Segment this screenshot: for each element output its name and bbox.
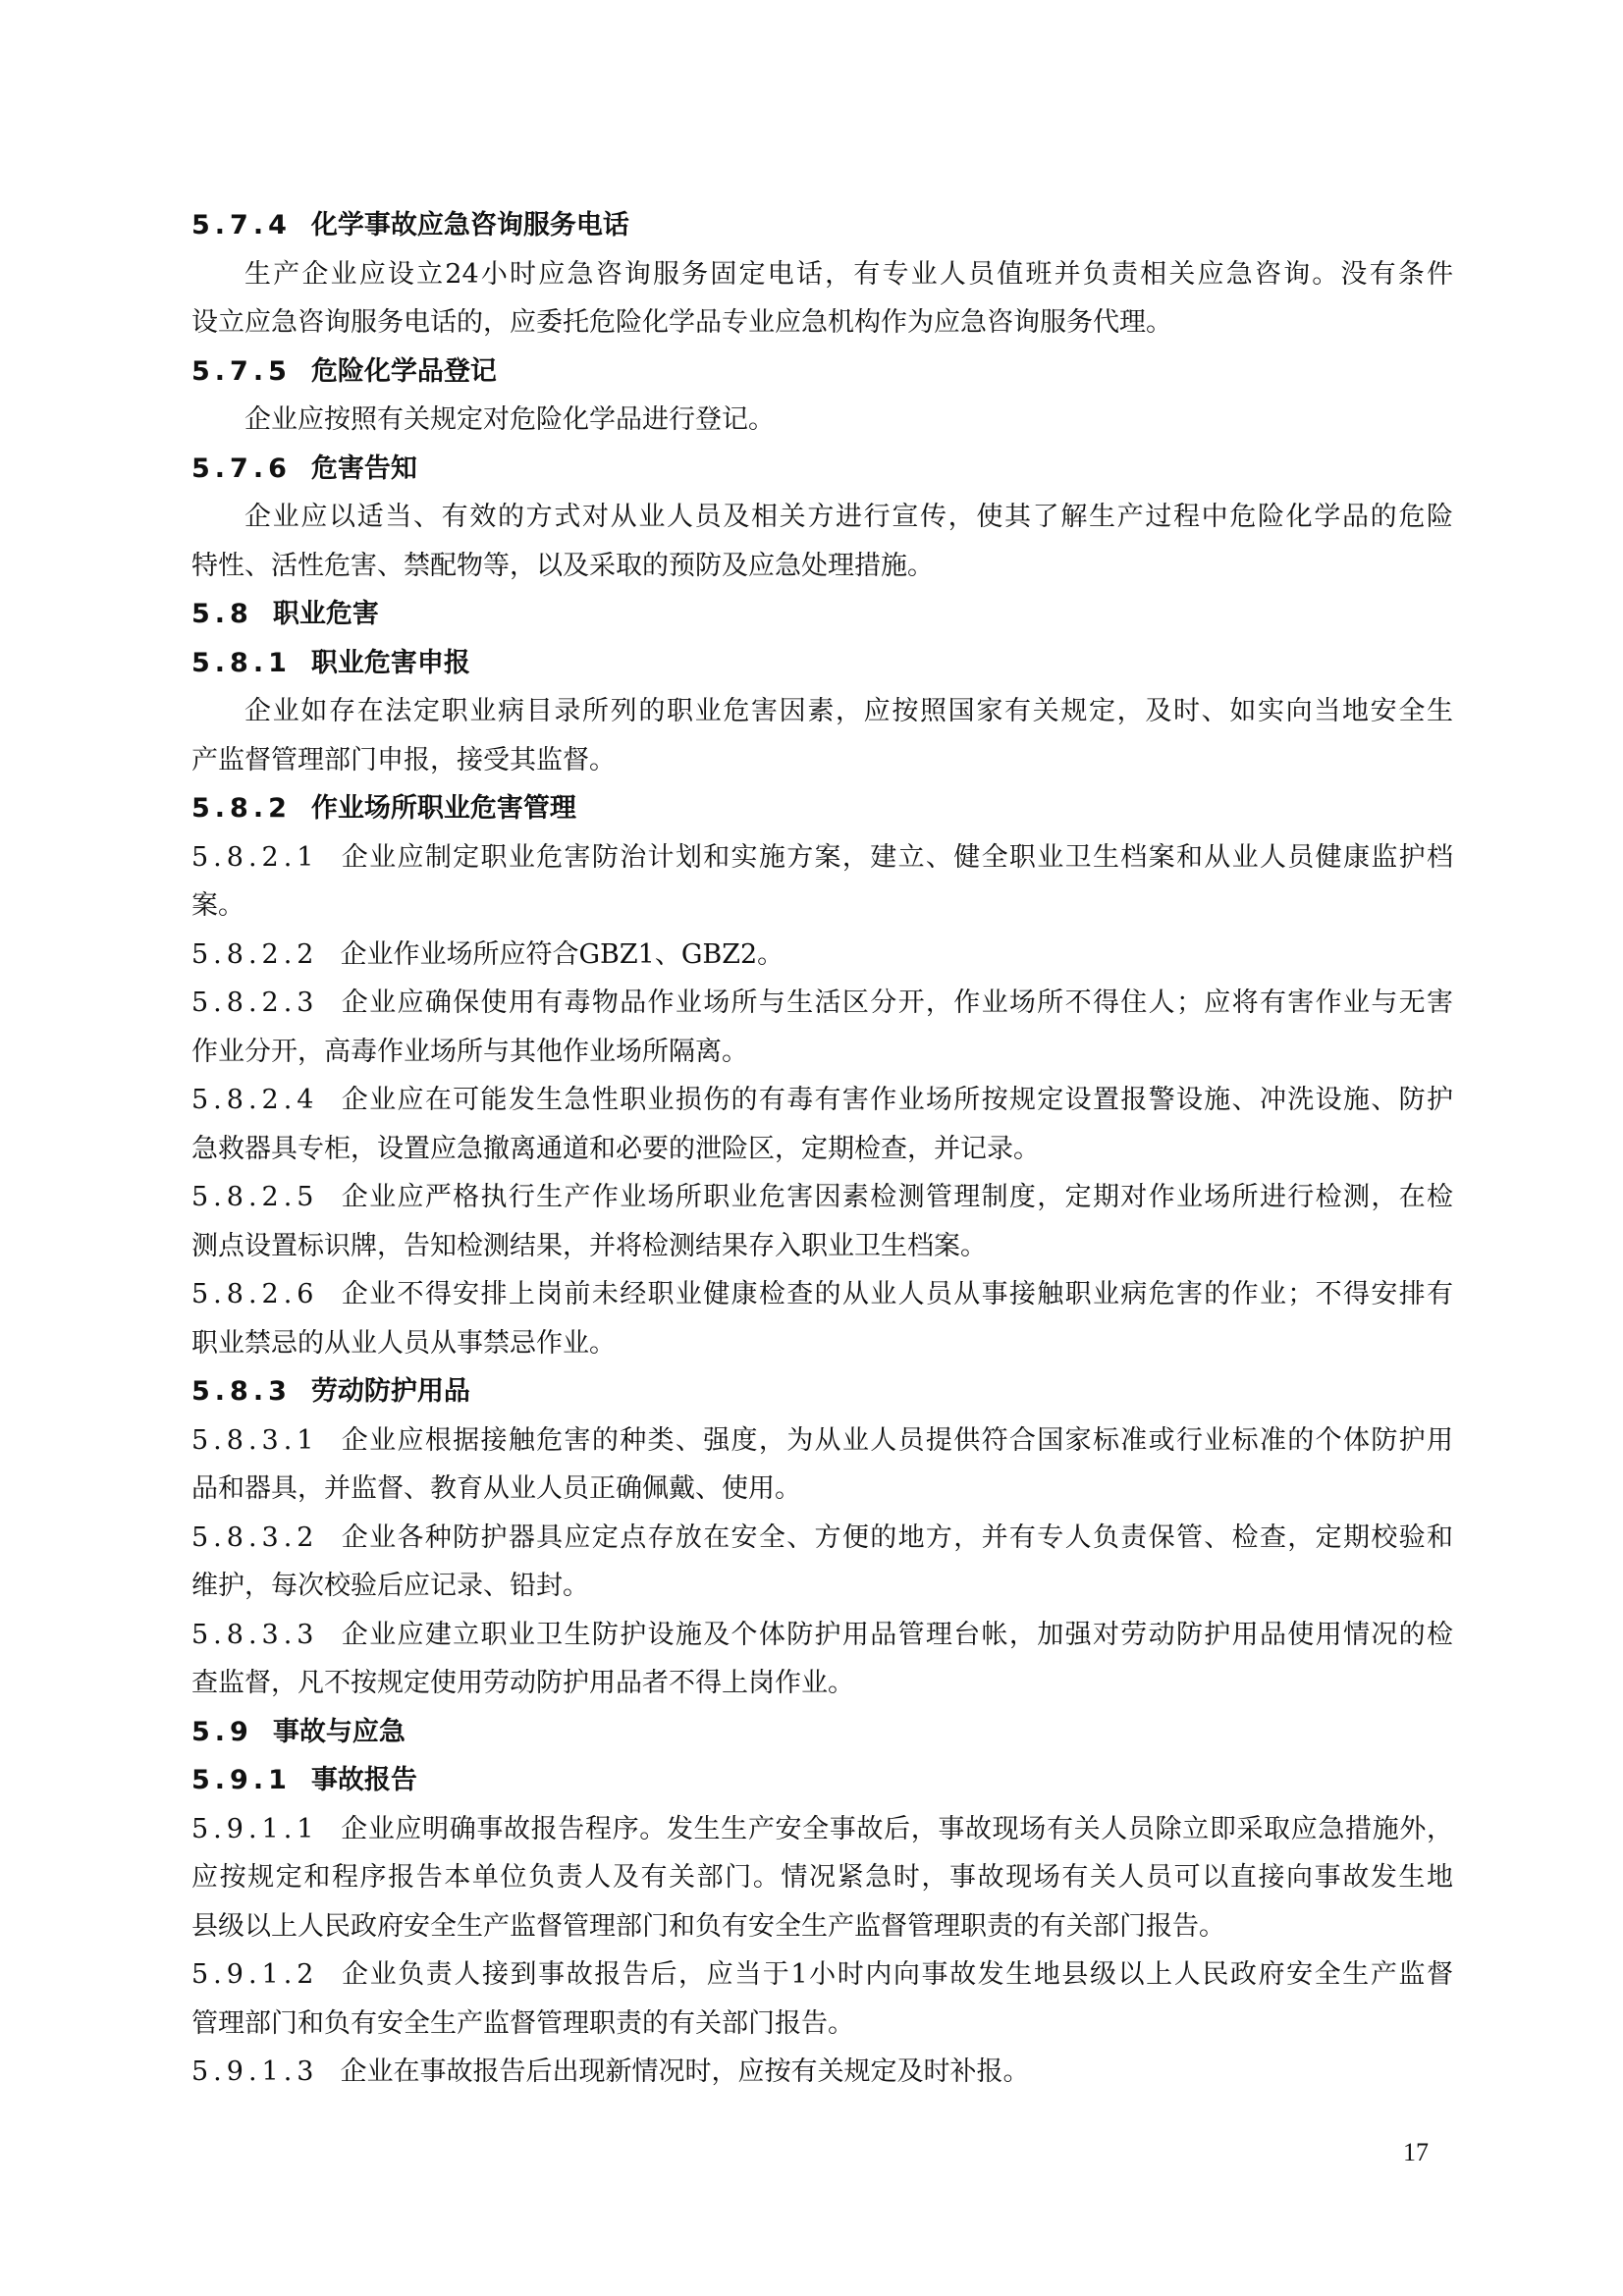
clause-text: 企业各种防护器具应定点存放在安全、方便的地方，并有专人负责保管、检查，定期校验和 <box>340 1522 1453 1553</box>
clause-line <box>191 1805 1453 1854</box>
clause-text: 企业应根据接触危害的种类、强度，为从业人员提供符合国家标准或行业标准的个体防护用 <box>340 1424 1453 1456</box>
section-title: 化学事故应急咨询服务电话 <box>310 210 629 240</box>
clause-number: 5.9.1.2 <box>191 1959 319 1990</box>
section-heading <box>191 1708 1453 1757</box>
clause-number: 5.8.2.3 <box>191 988 319 1018</box>
section-number: 5.9.1 <box>191 1765 292 1795</box>
paragraph-line: 县级以上人民政府安全生产监督管理部门和负有安全生产监督管理职责的有关部门报告。 <box>191 1910 1225 1942</box>
paragraph-line: 测点设置标识牌，告知检测结果，并将检测结果存入职业卫生档案。 <box>191 1230 987 1261</box>
paragraph-line: 品和器具，并监督、教育从业人员正确佩戴、使用。 <box>191 1473 801 1504</box>
clause-number: 5.9.1.3 <box>191 2056 319 2087</box>
paragraph-line: 设立应急咨询服务电话的，应委托危险化学品专业应急机构作为应急咨询服务代理。 <box>191 307 1172 338</box>
clause-line <box>191 2048 1453 2097</box>
section-title: 职业危害申报 <box>310 647 470 678</box>
clause-number: 5.9.1.1 <box>191 1813 319 1844</box>
clause-text: 企业在事故报告后出现新情况时，应按有关规定及时补报。 <box>340 2056 1030 2087</box>
clause-number: 5.8.2.6 <box>191 1279 319 1309</box>
paragraph-first-line: 企业应按照有关规定对危险化学品进行登记。 <box>244 404 775 435</box>
clause-text: 企业应明确事故报告程序。发生生产安全事故后，事故现场有关人员除立即采取应急措施外， <box>340 1813 1453 1844</box>
section-heading <box>191 639 1453 688</box>
clause-number: 5.8.2.2 <box>191 938 319 970</box>
section-heading <box>191 1367 1453 1416</box>
clause-number: 5.8.2.5 <box>191 1182 319 1212</box>
clause-text: 企业不得安排上岗前未经职业健康检查的从业人员从事接触职业病危害的作业；不得安排有 <box>340 1279 1453 1309</box>
section-number: 5.7.5 <box>191 355 292 387</box>
clause-text: 企业应严格执行生产作业场所职业危害因素检测管理制度，定期对作业场所进行检测，在检 <box>340 1182 1453 1212</box>
document-body <box>191 201 1453 2097</box>
clause-line <box>191 1173 1453 1222</box>
clause-line <box>191 979 1453 1028</box>
clause-line <box>191 833 1453 882</box>
section-number: 5.7.4 <box>191 210 292 240</box>
paragraph-line: 案。 <box>191 890 244 921</box>
section-number: 5.8 <box>191 599 253 629</box>
clause-line <box>191 1611 1453 1660</box>
clause-text: 企业应在可能发生急性职业损伤的有毒有害作业场所按规定设置报警设施、冲洗设施、防护 <box>340 1085 1453 1115</box>
section-heading <box>191 590 1453 639</box>
clause-line <box>191 1076 1453 1125</box>
section-title: 职业危害 <box>272 599 379 629</box>
section-title: 事故与应急 <box>272 1716 406 1747</box>
clause-text: 企业负责人接到事故报告后，应当于1小时内向事故发生地县级以上人民政府安全生产监督 <box>340 1959 1453 1990</box>
paragraph-line: 特性、活性危害、禁配物等，以及采取的预防及应急处理措施。 <box>191 550 934 581</box>
clause-line <box>191 931 1453 980</box>
section-title: 危害告知 <box>310 453 417 484</box>
section-title: 事故报告 <box>310 1765 417 1795</box>
paragraph-line: 产监督管理部门申报，接受其监督。 <box>191 744 616 775</box>
clause-line <box>191 1416 1453 1466</box>
paragraph-first-line: 企业应以适当、有效的方式对从业人员及相关方进行宣传，使其了解生产过程中危险化学品的危险 <box>244 502 1453 532</box>
clause-number: 5.8.3.1 <box>191 1424 319 1456</box>
section-number: 5.8.3 <box>191 1376 292 1407</box>
section-title: 劳动防护用品 <box>310 1376 470 1407</box>
section-heading <box>191 201 1453 250</box>
clause-line <box>191 1950 1453 2000</box>
section-number: 5.8.2 <box>191 793 292 824</box>
clause-number: 5.8.3.3 <box>191 1619 319 1650</box>
paragraph-line: 维护，每次校验后应记录、铅封。 <box>191 1571 589 1601</box>
section-title: 危险化学品登记 <box>310 355 497 387</box>
paragraph-line: 查监督，凡不按规定使用劳动防护用品者不得上岗作业。 <box>191 1668 854 1698</box>
clause-text: 企业应建立职业卫生防护设施及个体防护用品管理台帐，加强对劳动防护用品使用情况的检 <box>340 1619 1453 1650</box>
clause-number: 5.8.2.4 <box>191 1085 319 1115</box>
clause-number: 5.8.2.1 <box>191 841 319 873</box>
section-number: 5.7.6 <box>191 453 292 484</box>
paragraph-line: 急救器具专柜，设置应急撤离通道和必要的泄险区，定期检查，并记录。 <box>191 1133 1040 1164</box>
paragraph-first-line: 企业如存在法定职业病目录所列的职业危害因素，应按照国家有关规定，及时、如实向当地安全生 <box>244 696 1453 726</box>
section-heading <box>191 347 1453 397</box>
section-number: 5.8.1 <box>191 647 292 678</box>
paragraph-line: 管理部门和负有安全生产监督管理职责的有关部门报告。 <box>191 2007 854 2039</box>
clause-line <box>191 1514 1453 1563</box>
clause-text: 企业应制定职业危害防治计划和实施方案，建立、健全职业卫生档案和从业人员健康监护档 <box>340 841 1453 873</box>
paragraph-line: 作业分开，高毒作业场所与其他作业场所隔离。 <box>191 1036 748 1067</box>
clause-text: 企业作业场所应符合GBZ1、GBZ2。 <box>340 938 784 970</box>
section-heading <box>191 784 1453 833</box>
section-heading <box>191 445 1453 494</box>
clause-text: 企业应确保使用有毒物品作业场所与生活区分开，作业场所不得住人；应将有害作业与无害 <box>340 988 1453 1018</box>
paragraph-line: 职业禁忌的从业人员从事禁忌作业。 <box>191 1327 616 1359</box>
paragraph-line: 应按规定和程序报告本单位负责人及有关部门。情况紧急时，事故现场有关人员可以直接向事故发生地 <box>191 1862 1453 1893</box>
paragraph-first-line: 生产企业应设立24小时应急咨询服务固定电话，有专业人员值班并负责相关应急咨询。没有条件 <box>244 258 1453 290</box>
clause-number: 5.8.3.2 <box>191 1522 319 1553</box>
page-number: 17 <box>1403 2138 1429 2166</box>
clause-line <box>191 1270 1453 1319</box>
section-title: 作业场所职业危害管理 <box>310 793 576 824</box>
section-heading <box>191 1756 1453 1805</box>
section-number: 5.9 <box>191 1716 253 1747</box>
